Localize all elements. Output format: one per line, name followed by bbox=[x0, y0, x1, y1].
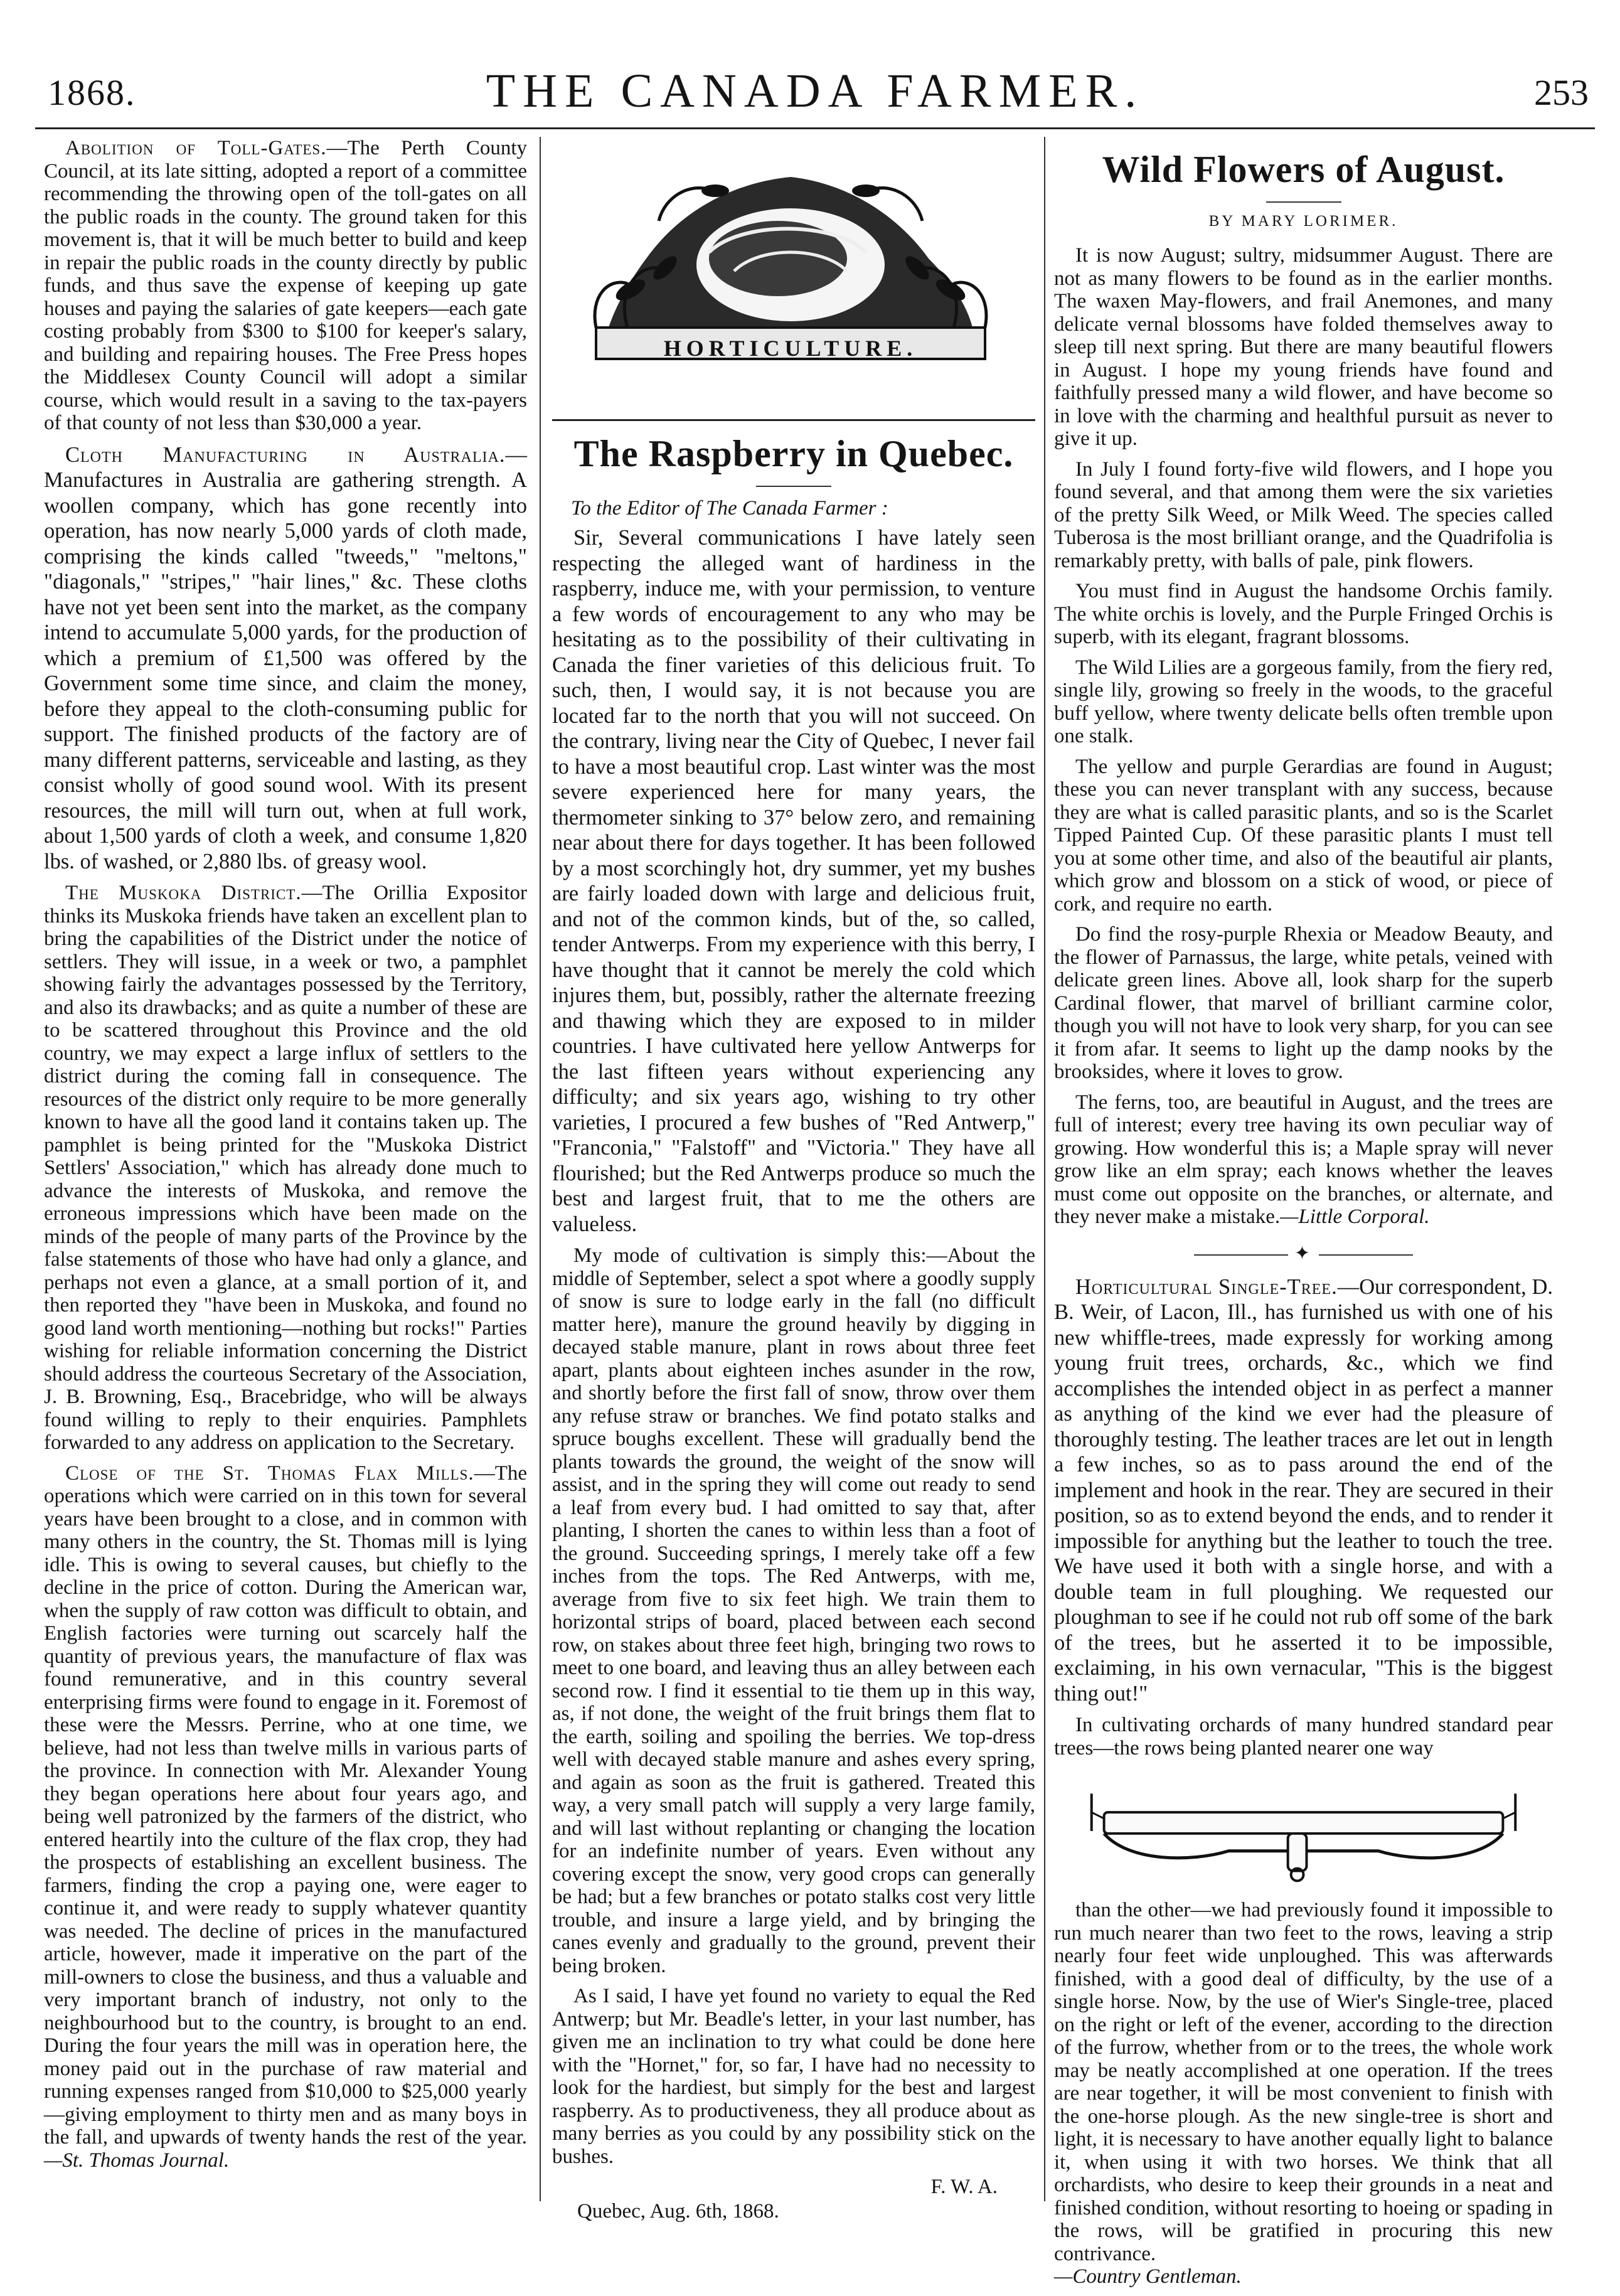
article-title: Wild Flowers of August. bbox=[1102, 149, 1505, 190]
column-middle bbox=[552, 137, 1035, 2223]
newspaper-title: THE CANADA FARMER. bbox=[486, 65, 1144, 117]
column-left bbox=[44, 137, 527, 2179]
news-item bbox=[44, 137, 527, 435]
news-item bbox=[44, 442, 527, 875]
news-item bbox=[44, 1462, 527, 2172]
banner-label: HORTICULTURE. bbox=[663, 336, 918, 361]
item-heading: Close of the St. Thomas Flax Mills. bbox=[65, 1461, 474, 1485]
horticulture-vignette-illustration bbox=[565, 139, 1016, 415]
issue-year: 1868. bbox=[48, 72, 136, 113]
article-paragraph bbox=[1054, 1091, 1553, 1229]
article-byline: BY MARY LORIMER. bbox=[1208, 213, 1399, 230]
news-item-continued bbox=[1054, 1899, 1553, 2288]
column-rule bbox=[1044, 137, 1045, 2201]
article-paragraph: As I said, I have yet found no variety to equal the Red Antwerp; but Mr. Beadle's letter, in your last number, has given me an inclination to try what could be done here with the "Hornet," for, so far, I have had no necessity to look for the hardiest, but simply for the best and largest raspberry. As to productiveness, they all produce about as many berries as you could by any possibility stick on the bushes. bbox=[552, 1985, 1035, 2168]
letter-dateline: Quebec, Aug. 6th, 1868. bbox=[577, 2200, 779, 2223]
item-heading: Horticultural Single-Tree. bbox=[1075, 1274, 1338, 1299]
item-heading: The Muskoka District. bbox=[65, 882, 302, 904]
item-text: than the other—we had previously found it impossible to run much nearer than two feet to the rows, leaving a strip nearly four feet wide unploughed. This was afterwards finished, with a good deal of difficulty, by the use of a single horse. Now, by the use of Wier's Single-tree, placed on the right or left of the evener, according to the direction of the furrow, whether from or to the trees, the whole work may be neatly accomplished at one operation. If the trees are near together, it will be most convenient to finish with the one-horse plough. As the new single-tree is short and light, it is necessary to have another equally light to balance it, when using it with two horses. We think that all orchardists, who desire to keep their grounds in a neat and finished condition, without resorting to hoeing or spading in the rows, will be gratified in procuring this new contrivance. bbox=[1054, 1899, 1553, 2265]
item-text: —The operations which were carried on in this town for several years have been brought to a close, and in common with many others in the country, the St. Thomas mill is lying idle. This is owing to several causes, but chiefly to the decline in the price of cotton. During the American war, when the supply of raw cotton was difficult to obtain, and English factories were turning out scarcely half the quantity of previous years, the manufacture of flax was found remunerative, and in this country several enterprising firms were found to engage in it. Foremost of these were the Messrs. Perrine, who at one time, we believe, had not less than twelve mills in various parts of the province. In connection with Mr. Alexander Young they began operations here about four years ago, and being well patronized by the farmers of the district, who entered heartily into the culture of the flax crop, they had the prospects of establishing an excellent business. The farmers, finding the crop a paying one, were eager to continue it, and were ready to supply whatever quantity was needed. The decline of prices in the manufactured article, however, made it imperative on the part of the mill-owners to close the business, and thus a valuable and very important branch of industry, not only to the neighbourhood but to the country, is brought to an end. During the four years the mill was in operation here, the money paid out in the purchase of raw material and running expenses ranged from $10,000 to $25,000 yearly—giving employment to thirty men and as many boys in the fall, and upwards of twenty hands the rest of the year. bbox=[44, 1461, 527, 2149]
section-rule bbox=[552, 419, 1035, 421]
item-source: —Little Corporal. bbox=[1280, 1205, 1430, 1228]
item-text: —Manufactures in Australia are gathering strength. A woollen company, which has gone recently into operation, has now nearly 5,000 yards of cloth made, comprising the kinds called "tweeds," "meltons," "diagonals," "stripes," "hair lines," &c. These cloths have not yet been sent into the market, as the company intend to accumulate 5,000 yards, for the production of which a premium of £1,500 was offered by the Government some time since, and claim the money, before they appeal to the cloth-consuming public for support. The finished products of the factory are of many different patterns, serviceable and lasting, as they consist wholly of good sound wool. With its present resources, the mill will turn out, when at full work, about 1,500 yards of cloth a week, and consume 1,820 lbs. of washed, or 2,880 lbs. of greasy wool. bbox=[44, 442, 527, 873]
column-right bbox=[1054, 137, 1553, 2296]
item-text: —The Orillia Expositor thinks its Muskoka friends have taken an excellent plan to bring the capabilities of the District under the notice of settlers. They will issue, in a week or two, a pamphlet showing fairly the advantages possessed by the Territory, and also its drawbacks; and as quite a number of these are to be scattered throughout this Province and the old country, we may expect a large influx of settlers to the district during the coming fall in consequence. The resources of the district only require to be more generally known to have all the good land it contains taken up. The pamphlet is being printed for the "Muskoka District Settlers' Association," which has already done much to advance the interests of Muskoka, and remove the erroneous impressions which have been made on the minds of the people of many parts of the Province by the false statements of those who have had only a glance, and perhaps not even a glance, at a small portion of it, and then reported they "have been in Muskoka, and found no good land worth mentioning—nothing but rocks!" Parties wishing for reliable information concerning the District should address the courteous Secretary of the Association, J. B. Browning, Esq., Bracebridge, who will be always found willing to reply to their enquiries. Pamphlets forwarded to any address on application to the Secretary. bbox=[44, 882, 527, 1454]
item-heading: Abolition of Toll-Gates. bbox=[65, 137, 327, 159]
article-paragraph: In cultivating orchards of many hundred standard pear trees—the rows being planted nearer one way bbox=[1054, 1714, 1553, 1759]
letter-signature: F. W. A. bbox=[930, 2176, 998, 2198]
page-number: 253 bbox=[1534, 72, 1589, 113]
article-paragraph: It is now August; sultry, midsummer August. There are not as many flowers to be found as in the earlier months. The waxen May-flowers, and frail Anemones, and many delicate vernal blossoms have folded themselves away to sleep till next spring. But there are many beautiful flowers in August. I hope my young friends have found and faithfully pressed many a wild flower, and have become so in love with the charming and healthful pursuit as never to give it up. bbox=[1054, 244, 1553, 450]
article-paragraph: Do find the rosy-purple Rhexia or Meadow Beauty, and the flower of Parnassus, the large, white petals, veined with delicate green lines. Above all, look sharp for the superb Cardinal flower, that marvel of brilliant carmine color, though you will not have to look very sharp, for you can see it from afar. It seems to light up the damp nooks by the brooksides, where it loves to grow. bbox=[1054, 923, 1553, 1083]
whiffle-tree-drawing bbox=[1067, 1768, 1540, 1888]
column-rule bbox=[540, 137, 541, 2201]
item-text: —Our correspondent, D. B. Weir, of Lacon, Ill., has furnished us with one of his new whiffle-trees, made expressly for working among young fruit trees, orchards, &c., which we find accomplishes the intended object in as perfect a manner as anything of the kind we ever had the pleasure of thoroughly testing. The leather traces are let out in length a few inches, so as to pass around the end of the implement and hook in the rear. They are secured in their position, so as to extend beyond the ends, and to render it impossible for anything but the leather to touch the tree. We have used it both with a single horse, and with a double team in full ploughing. We requested our ploughman to see if he could not rub off some of the bark of the trees, but he asserted it to be impossible, exclaiming, in his own vernacular, "This is the biggest thing out!" bbox=[1054, 1274, 1553, 1706]
letter-salutation: To the Editor of The Canada Farmer : bbox=[571, 497, 888, 520]
article-paragraph: My mode of cultivation is simply this:—About the middle of September, select a spot where a goodly supply of snow is sure to lodge early in the fall (no difficult matter here), manure the ground heavily by digging in decayed stable manure, plant in rows about three feet apart, plants about eighteen inches asunder in the row, and shortly before the first fall of snow, throw over them any refuse straw or branches. We find potato stalks and spruce boughs excellent. These will gradually bend the plants towards the ground, the weight of the snow will assist, and in the spring they will come out ready to send a leaf from every bud. I had omitted to say that, after planting, I shorten the canes to within less than a foot of the ground. Succeeding springs, I merely take off a few inches from the tops. The Red Antwerps, with me, average from five to six feet high. We train them to horizontal strips of board, placed between each second row, on stakes about three feet high, bringing two rows to meet to one board, and leaving thus an alley between each second row. I find it essential to tie them up in this way, as, if not done, the weight of the fruit brings them flat to the earth, soiling and spoiling the berries. We top-dress well with decayed stable manure and ashes every spring, and again as soon as the fruit is gathered. Treated this way, a very small patch will supply a very large family, and will last without replanting or changing the location for an indefinite number of years. Even without any covering except the snow, very good crops can generally be had; but a few branches or potato stalks cost very little trouble, and insure a large yield, and by bringing the canes evenly and gradually to the ground, prevent their being broken. bbox=[552, 1244, 1035, 1977]
item-source: —St. Thomas Journal. bbox=[44, 2149, 230, 2172]
article-paragraph: In July I found forty-five wild flowers, and I hope you found several, and that among them were the six varieties of the pretty Silk Weed, or Milk Weed. The species called Tuberosa is the most brilliant orange, and the Quadrifolia is remarkably pretty, with balls of pale, pink flowers. bbox=[1054, 457, 1553, 572]
masthead bbox=[35, 60, 1595, 129]
item-source: —Country Gentleman. bbox=[1054, 2265, 1242, 2288]
section-ornament: ✦ bbox=[1054, 1242, 1553, 1264]
article-paragraph: The Wild Lilies are a gorgeous family, from the fiery red, single lily, growing so freely in the woods, to the graceful buff yellow, where twenty delicate bells often tremble upon one stalk. bbox=[1054, 656, 1553, 747]
article-paragraph: Sir, Several communications I have lately seen respecting the alleged want of hardiness in the raspberry, induce me, with your permission, to venture a few words of encouragement to any who may be hesitating as to the possibility of their cultivating in Canada the finer varieties of this delicious fruit. To such, then, I would say, it is not because you are located far to the north that you will not succeed. On the contrary, living near the City of Quebec, I never fail to have a most beautiful crop. Last winter was the most severe experienced here for many years, the thermometer sinking to 37° below zero, and remaining near about there for days together. It has been followed by a most scorchingly hot, dry summer, yet my bushes are fairly loaded down with large and delicious fruit, and not of the common kinds, but of the, so called, tender Antwerps. From my experience with this berry, I have thought that it cannot be merely the cold which injures them, but, possibly, rather the alternate freezing and thawing which they are exposed to in milder countries. I have cultivated here yellow Antwerps for the last fifteen years without experiencing any difficulty; and six years ago, wishing to try other varieties, I procured a few bushes of "Red Antwerp," "Franconia," "Falstoff" and "Victoria." They have all flourished; but the Red Antwerps produce so much the best and largest fruit, that to me the others are valueless. bbox=[552, 526, 1035, 1236]
article-paragraph: The yellow and purple Gerardias are found in August; these you can never transplant with any success, because they are what is called parasitic plants, and so is the Scarlet Tipped Painted Cup. Of these parasitic plants I must tell you at some other time, and also of the beautiful air plants, which grow and blossom on a stick of wood, or piece of cork, and require no earth. bbox=[1054, 755, 1553, 916]
article-paragraph: You must find in August the handsome Orchis family. The white orchis is lovely, and the Purple Fringed Orchis is superb, with its elegant, fragrant blossoms. bbox=[1054, 580, 1553, 648]
article-title: The Raspberry in Quebec. bbox=[573, 433, 1014, 474]
title-rule bbox=[756, 486, 831, 487]
news-item bbox=[1054, 1274, 1553, 1707]
item-text: —The Perth County Council, at its late sitting, adopted a report of a committee recommending the throwing open of the toll-gates on all the public roads in the county. The ground taken for this movement is, that it will be much better to build and keep in repair the public roads in the county directly by public funds, and thus save the expense of keeping up gate houses and paying the salaries of gate keepers—each gate costing probably from $300 to $100 for keeper's salary, and building and repairing houses. The Free Press hopes the Middlesex County Council will adopt a similar course, which would result in a saving to the tax-payers of that county of not less than $30,000 a year. bbox=[44, 137, 527, 434]
news-item bbox=[44, 882, 527, 1455]
item-heading: Cloth Manufacturing in Australia. bbox=[65, 442, 506, 467]
horticulture-banner bbox=[565, 139, 1016, 415]
title-rule bbox=[1266, 201, 1341, 203]
single-tree-illustration bbox=[1067, 1768, 1540, 1888]
paragraph-text: The ferns, too, are beautiful in August, and the trees are full of interest; every tree having its own peculiar way of growing. How wonderful this is; a Maple spray will never grow like an elm spray; each knows whether the leaves must come out opposite on the branches, or alternate, and they never make a mistake. bbox=[1054, 1091, 1553, 1228]
